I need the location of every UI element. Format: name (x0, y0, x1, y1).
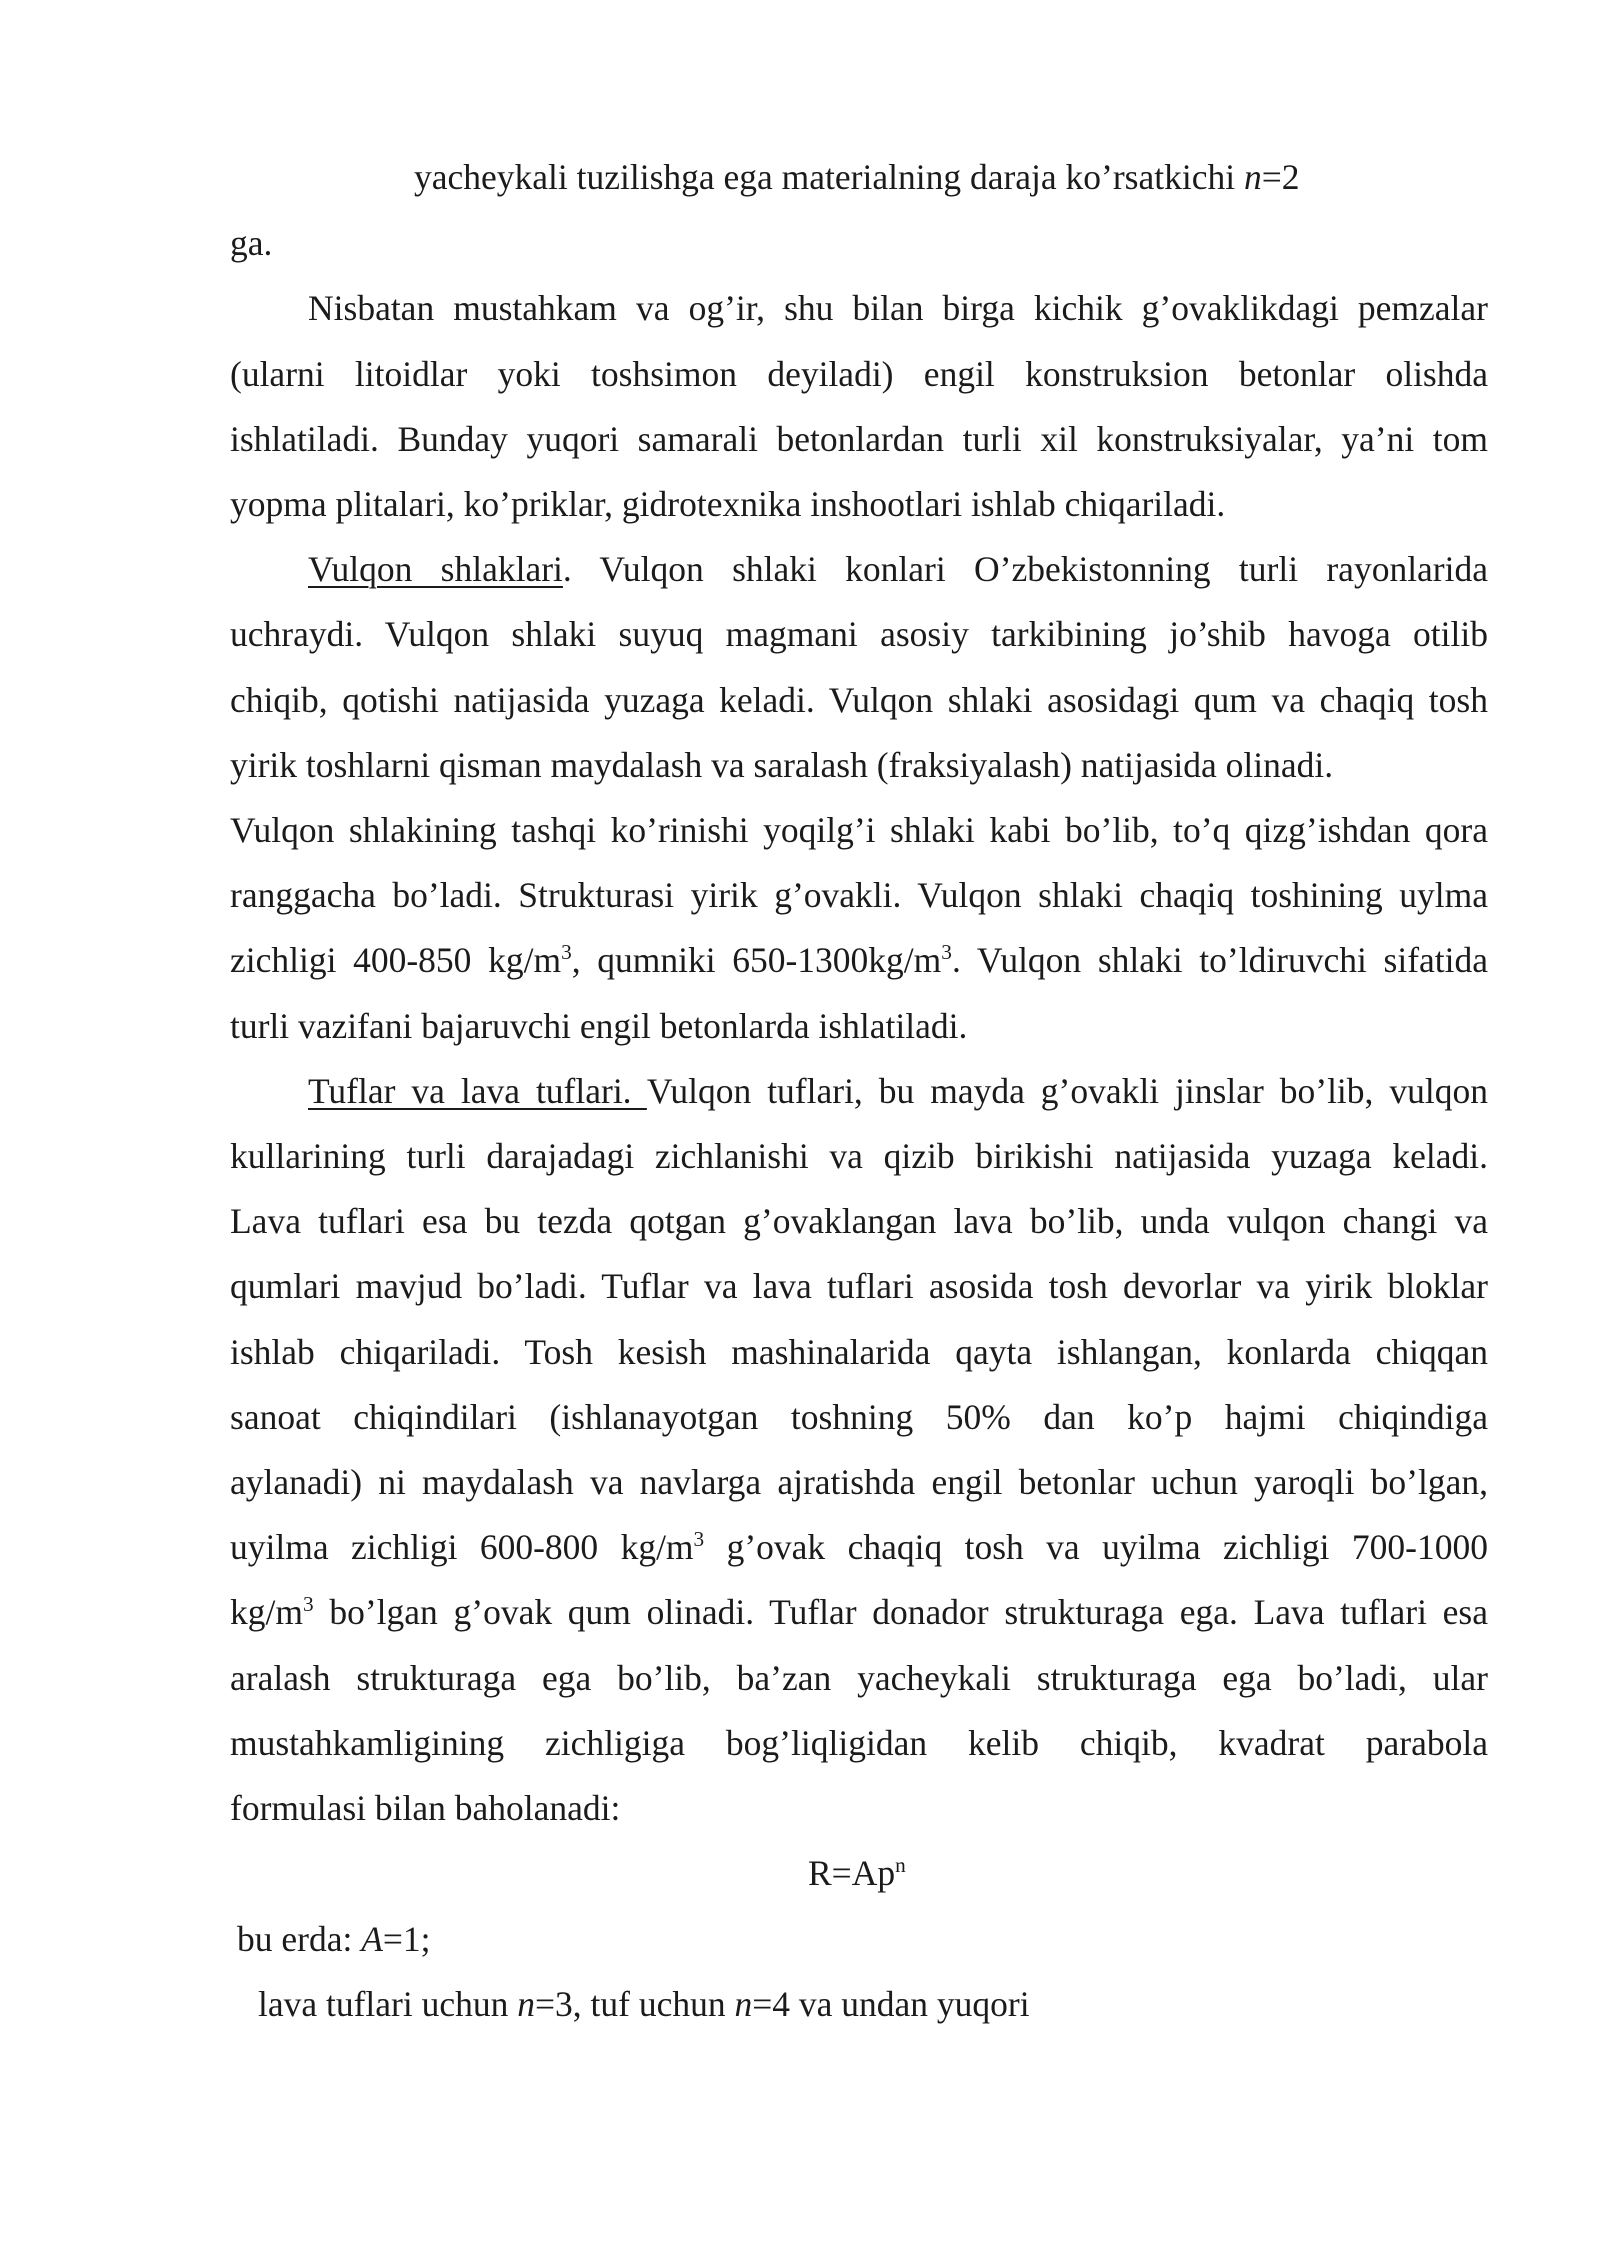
p2-line-7: zichligi 400-850 $kg/m^3$, qumniki $650-1300kg/m^3$. Vulqon shlaki to’ldiruvchi sifatida (230, 940, 1489, 980)
p3-line-4: qumlari mavjud bo’ladi. Tuflar va lava tuflari asosida tosh devorlar va yirik bloklar (230, 1266, 1488, 1306)
p2-line-8: turli vazifani bajaruvchi engil betonlarda ishlatiladi. (230, 1006, 968, 1046)
p3-line-12: formulasi bilan baholanadi: (230, 1788, 621, 1828)
section-heading-tuflar: Tuflar va lava tuflari. (308, 1071, 647, 1111)
p3-line-6: sanoat chiqindilari (ishlanayotgan toshning 50% dan ko’p hajmi chiqindiga (230, 1397, 1488, 1437)
p1-line-4: yopma plitalari, ko’priklar, gidrotexnika inshootlari ishlab chiqariladi. (230, 484, 1226, 524)
where-line-1: bu erda: A=1; (237, 1919, 431, 1959)
p3-line-7: aylanadi) ni maydalash va navlarga ajratishda engil betonlar uchun yaroqli bo’lgan, (230, 1462, 1488, 1502)
p1-line-1: Nisbatan mustahkam va og’ir, shu bilan birga kichik g’ovaklikdagi pemzalar (308, 288, 1488, 328)
formula: $R=Ap^n$ (808, 1853, 906, 1893)
p2-line-2: uchraydi. Vulqon shlaki suyuq magmani asosiy tarkibining jo’shib havoga otilib (230, 614, 1488, 654)
p3-line-3: Lava tuflari esa bu tezda qotgan g’ovaklangan lava bo’lib, unda vulqon changi va (230, 1201, 1488, 1241)
p2-line-3: chiqib, qotishi natijasida yuzaga keladi. Vulqon shlaki asosidagi qum va chaqiq tosh (230, 680, 1488, 720)
p1-line-2: (ularni litoidlar yoki toshsimon deyiladi) engil konstruksion betonlar olishda (230, 354, 1488, 394)
p3-line-1: Tuflar va lava tuflari. Vulqon tuflari, bu mayda g’ovakli jinslar bo’lib, vulqon (308, 1071, 1488, 1111)
p3-line-8: uyilma zichligi 600-800 $kg/m^3$ g’ovak chaqiq tosh va uyilma zichligi 700-1000 (230, 1527, 1488, 1567)
p3-line-9: $kg/m^3$ bo’lgan g’ovak qum olinadi. Tuflar donador strukturaga ega. Lava tuflari esa (230, 1592, 1488, 1632)
var-n: n (1243, 157, 1262, 197)
intro-line-1: yacheykali tuzilishga ega materialning daraja ko’rsatkichi n=2 (414, 157, 1300, 197)
where-line-2: lava tuflari uchun n=3, tuf uchun n=4 va undan yuqori (258, 1984, 1030, 2024)
intro-line-2: ga. (230, 223, 273, 263)
section-heading-vulqon-shlaklari: Vulqon shlaklari (308, 549, 563, 589)
p3-line-11: mustahkamligining zichligiga bog’liqligidan kelib chiqib, kvadrat parabola (230, 1723, 1488, 1763)
p2-line-1: Vulqon shlaklari. Vulqon shlaki konlari O’zbekistonning turli rayonlarida (308, 549, 1489, 589)
p3-line-5: ishlab chiqariladi. Tosh kesish mashinalarida qayta ishlangan, konlarda chiqqan (230, 1332, 1488, 1372)
p2-line-5: Vulqon shlakining tashqi ko’rinishi yoqilg’i shlaki kabi bo’lib, to’q qizg’ishdan qora (230, 810, 1488, 850)
p1-line-3: ishlatiladi. Bunday yuqori samarali betonlardan turli xil konstruksiyalar, ya’ni tom (230, 419, 1488, 459)
p3-line-10: aralash strukturaga ega bo’lib, ba’zan yacheykali strukturaga ega bo’ladi, ular (230, 1658, 1488, 1698)
p2-line-4: yirik toshlarni qisman maydalash va saralash (fraksiyalash) natijasida olinadi. (230, 745, 1334, 785)
p3-line-2: kullarining turli darajadagi zichlanishi va qizib birikishi natijasida yuzaga keladi. (230, 1136, 1488, 1176)
p2-line-6: ranggacha bo’ladi. Strukturasi yirik g’ovakli. Vulqon shlaki chaqiq toshining uylma (230, 875, 1488, 915)
